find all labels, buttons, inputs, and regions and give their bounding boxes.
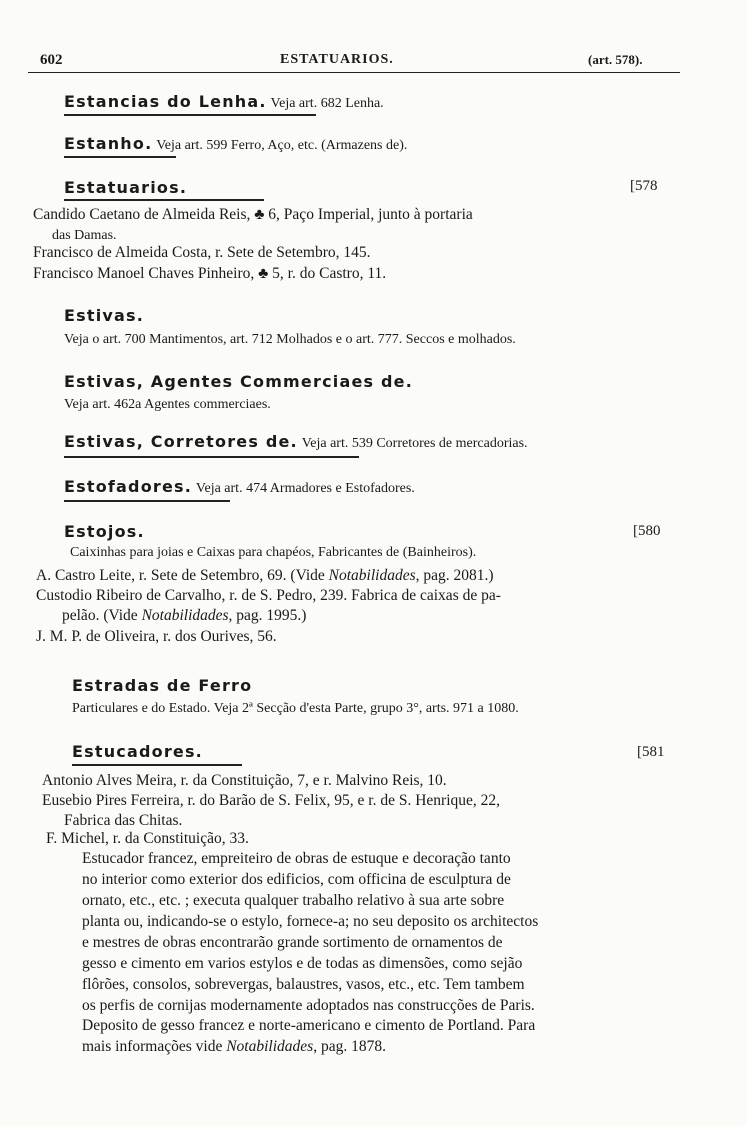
heading-rule — [64, 114, 316, 116]
heading-estivas-agentes: Estivas, Agentes Commerciaes de. — [64, 372, 413, 391]
ref-estradas: Particulares e do Estado. Veja 2ª Secção d'esta Parte, grupo 3°, arts. 971 a 1080. — [72, 701, 519, 716]
list-item: F. Michel, r. da Constituição, 33. — [46, 830, 249, 847]
description-line: no interior como exterior dos edificios, com officina de esculptura de — [82, 871, 511, 888]
page-number: 602 — [40, 52, 63, 68]
description-line: ornato, etc., etc. ; executa qualquer trabalho relativo à sua arte sobre — [82, 892, 505, 909]
entry-estanho — [64, 134, 407, 156]
ref-estofadores: Veja art. 474 Armadores e Estofadores. — [195, 481, 415, 496]
article-number: [581 — [637, 744, 665, 760]
ref-estivas-corretores: Veja art. 539 Corretores de mercadorias. — [301, 436, 528, 451]
heading-estojos: Estojos. — [64, 522, 145, 541]
heading-rule — [72, 764, 242, 766]
description-line: flôrões, consolos, sobrevergas, balaustres, vasos, etc., etc. Tem tambem — [82, 976, 525, 993]
list-item: Eusebio Pires Ferreira, r. do Barão de S. Felix, 95, e r. de S. Henrique, 22, — [42, 792, 501, 809]
ref-estanho: Veja art. 599 Ferro, Aço, etc. (Armazens de). — [156, 138, 408, 153]
heading-estivas-corretores: Estivas, Corretores de. — [64, 432, 298, 451]
description-line: planta ou, indicando-se o estylo, fornece-a; no seu deposito os architectos — [82, 913, 539, 930]
list-item: A. Castro Leite, r. Sete de Setembro, 69. (Vide Notabilidades, pag. 2081.) — [36, 567, 494, 584]
list-item-cont: Fabrica das Chitas. — [64, 812, 183, 829]
heading-rule — [64, 456, 359, 458]
description-line: e mestres de obras encontrarão grande sortimento de ornamentos de — [82, 934, 503, 951]
heading-rule — [64, 199, 264, 201]
ref-estancias: Veja art. 682 Lenha. — [270, 96, 384, 111]
list-item-cont: pelão. (Vide Notabilidades, pag. 1995.) — [62, 607, 307, 624]
description-line: os perfis de cornijas modernamente adoptados nas construcções de Paris. — [82, 997, 535, 1014]
article-number: [578 — [630, 178, 658, 194]
list-item: Francisco Manoel Chaves Pinheiro, ♣ 5, r. do Castro, 11. — [33, 265, 387, 282]
header-rule — [28, 72, 680, 73]
article-number: [580 — [633, 523, 661, 539]
heading-estanho: Estanho. — [64, 134, 153, 153]
heading-estucadores: Estucadores. — [72, 742, 203, 761]
article-range: (art. 578). — [588, 52, 643, 67]
ref-estivas: Veja o art. 700 Mantimentos, art. 712 Molhados e o art. 777. Seccos e molhados. — [64, 332, 516, 347]
entry-estivas-corretores — [64, 432, 528, 454]
heading-rule — [64, 500, 230, 502]
entry-estofadores — [64, 477, 415, 499]
list-item: Custodio Ribeiro de Carvalho, r. de S. Pedro, 239. Fabrica de caixas de pa- — [36, 587, 501, 604]
heading-estancias: Estancias do Lenha. — [64, 92, 267, 111]
description-line: mais informações vide Notabilidades, pag. 1878. — [82, 1038, 386, 1055]
heading-estivas: Estivas. — [64, 306, 145, 325]
list-item: J. M. P. de Oliveira, r. dos Ourives, 56. — [36, 628, 277, 645]
page-title: ESTATUARIOS. — [280, 52, 394, 67]
entry-estancias — [64, 92, 384, 114]
subheading-estojos: Caixinhas para joias e Caixas para chapéos, Fabricantes de (Bainheiros). — [70, 545, 477, 560]
description-line: Deposito de gesso francez e norte-americano e cimento de Portland. Para — [82, 1017, 536, 1034]
ref-estivas-agentes: Veja art. 462a Agentes commerciaes. — [64, 397, 271, 412]
heading-estofadores: Estofadores. — [64, 477, 193, 496]
list-item: Antonio Alves Meira, r. da Constituição, 7, e r. Malvino Reis, 10. — [42, 772, 447, 789]
heading-estradas: Estradas de Ferro — [72, 676, 253, 695]
list-item-cont: das Damas. — [52, 228, 117, 243]
heading-estatuarios: Estatuarios. — [64, 178, 188, 197]
description-line: Estucador francez, empreiteiro de obras de estuque e decoração tanto — [82, 850, 511, 867]
description-line: gesso e cimento em varios estylos e de todas as dimensões, como sejão — [82, 955, 523, 972]
heading-rule — [64, 156, 176, 158]
list-item: Candido Caetano de Almeida Reis, ♣ 6, Paço Imperial, junto à portaria — [33, 206, 473, 223]
list-item: Francisco de Almeida Costa, r. Sete de Setembro, 145. — [33, 244, 371, 261]
